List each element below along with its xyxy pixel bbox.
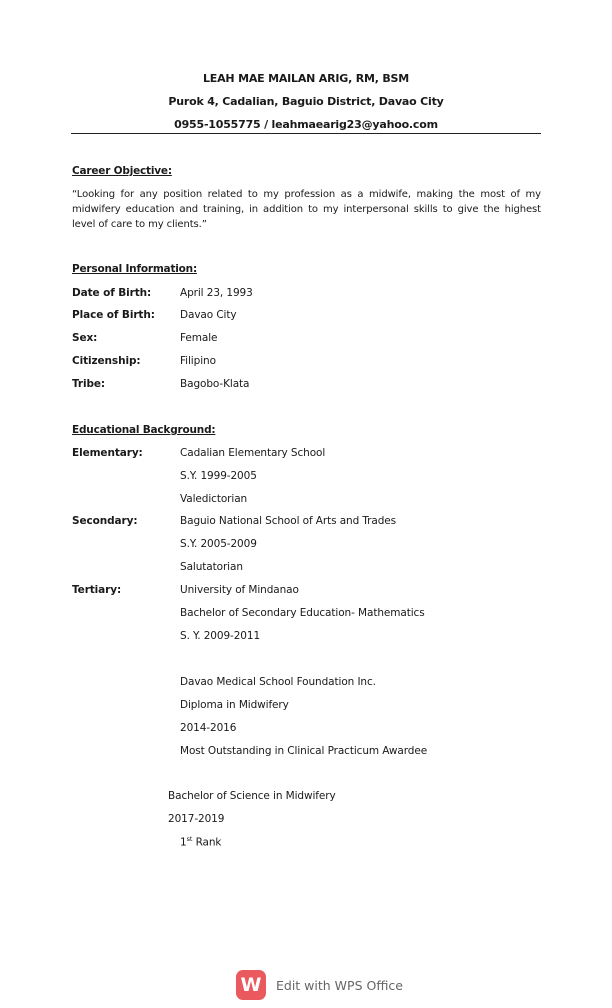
applicant-contact: 0955-1055775 / leahmaearig23@yahoo.com (174, 118, 438, 131)
career-objective-title: Career Objective: (72, 165, 172, 177)
tertiary-award-2: Most Outstanding in Clinical Practicum Awardee (180, 745, 428, 757)
dob-value: April 23, 1993 (180, 287, 253, 299)
sex-value: Female (180, 332, 218, 344)
tertiary-school-2: Davao Medical School Foundation Inc. (180, 676, 376, 688)
tertiary-years-1: S. Y. 2009-2011 (180, 630, 261, 642)
career-objective-text: “Looking for any position related to my profession as a midwife, making the most of my midwifery education and training, in addition to my interpersonal skills to give the highest level of care to my clients.” (72, 189, 541, 230)
secondary-years: S.Y. 2005-2009 (180, 538, 257, 550)
tertiary-label: Tertiary: (72, 584, 122, 596)
sex-label: Sex: (72, 332, 98, 344)
tertiary-years-2: 2014-2016 (180, 722, 237, 734)
pob-label: Place of Birth: (72, 309, 155, 321)
tertiary-degree-2: Diploma in Midwifery (180, 699, 289, 711)
rank-number: 1 (180, 836, 187, 849)
applicant-address: Purok 4, Cadalian, Baguio District, Davao City (168, 95, 444, 108)
citizenship-label: Citizenship: (72, 355, 141, 367)
edit-with-wps-button[interactable] (236, 970, 403, 1000)
wps-logo-icon: W (236, 970, 266, 1000)
applicant-name: LEAH MAE MAILAN ARIG, RM, BSM (203, 72, 409, 85)
elementary-school: Cadalian Elementary School (180, 447, 326, 459)
elementary-label: Elementary: (72, 447, 143, 459)
elementary-award: Valedictorian (180, 493, 248, 505)
dob-label: Date of Birth: (72, 287, 152, 299)
tribe-value: Bagobo-Klata (180, 378, 250, 390)
secondary-school: Baguio National School of Arts and Trades (180, 515, 397, 527)
tribe-label: Tribe: (72, 378, 106, 390)
personal-information-title: Personal Information: (72, 263, 197, 275)
tertiary-school-1: University of Mindanao (180, 584, 299, 596)
secondary-label: Secondary: (72, 515, 138, 527)
rank-ordinal-suffix: st (186, 835, 193, 843)
educational-background-title: Educational Background: (72, 424, 216, 436)
citizenship-value: Filipino (180, 355, 216, 367)
tertiary-rank-3 (180, 835, 221, 849)
rank-text: Rank (192, 836, 222, 849)
secondary-award: Salutatorian (180, 561, 243, 573)
tertiary-degree-3: Bachelor of Science in Midwifery (168, 790, 336, 802)
header-divider (71, 133, 541, 134)
elementary-years: S.Y. 1999-2005 (180, 470, 257, 482)
tertiary-years-3: 2017-2019 (168, 813, 225, 825)
tertiary-degree-1: Bachelor of Secondary Education- Mathematics (180, 607, 425, 619)
edit-with-wps-label: Edit with WPS Office (276, 977, 403, 993)
pob-value: Davao City (180, 309, 237, 321)
